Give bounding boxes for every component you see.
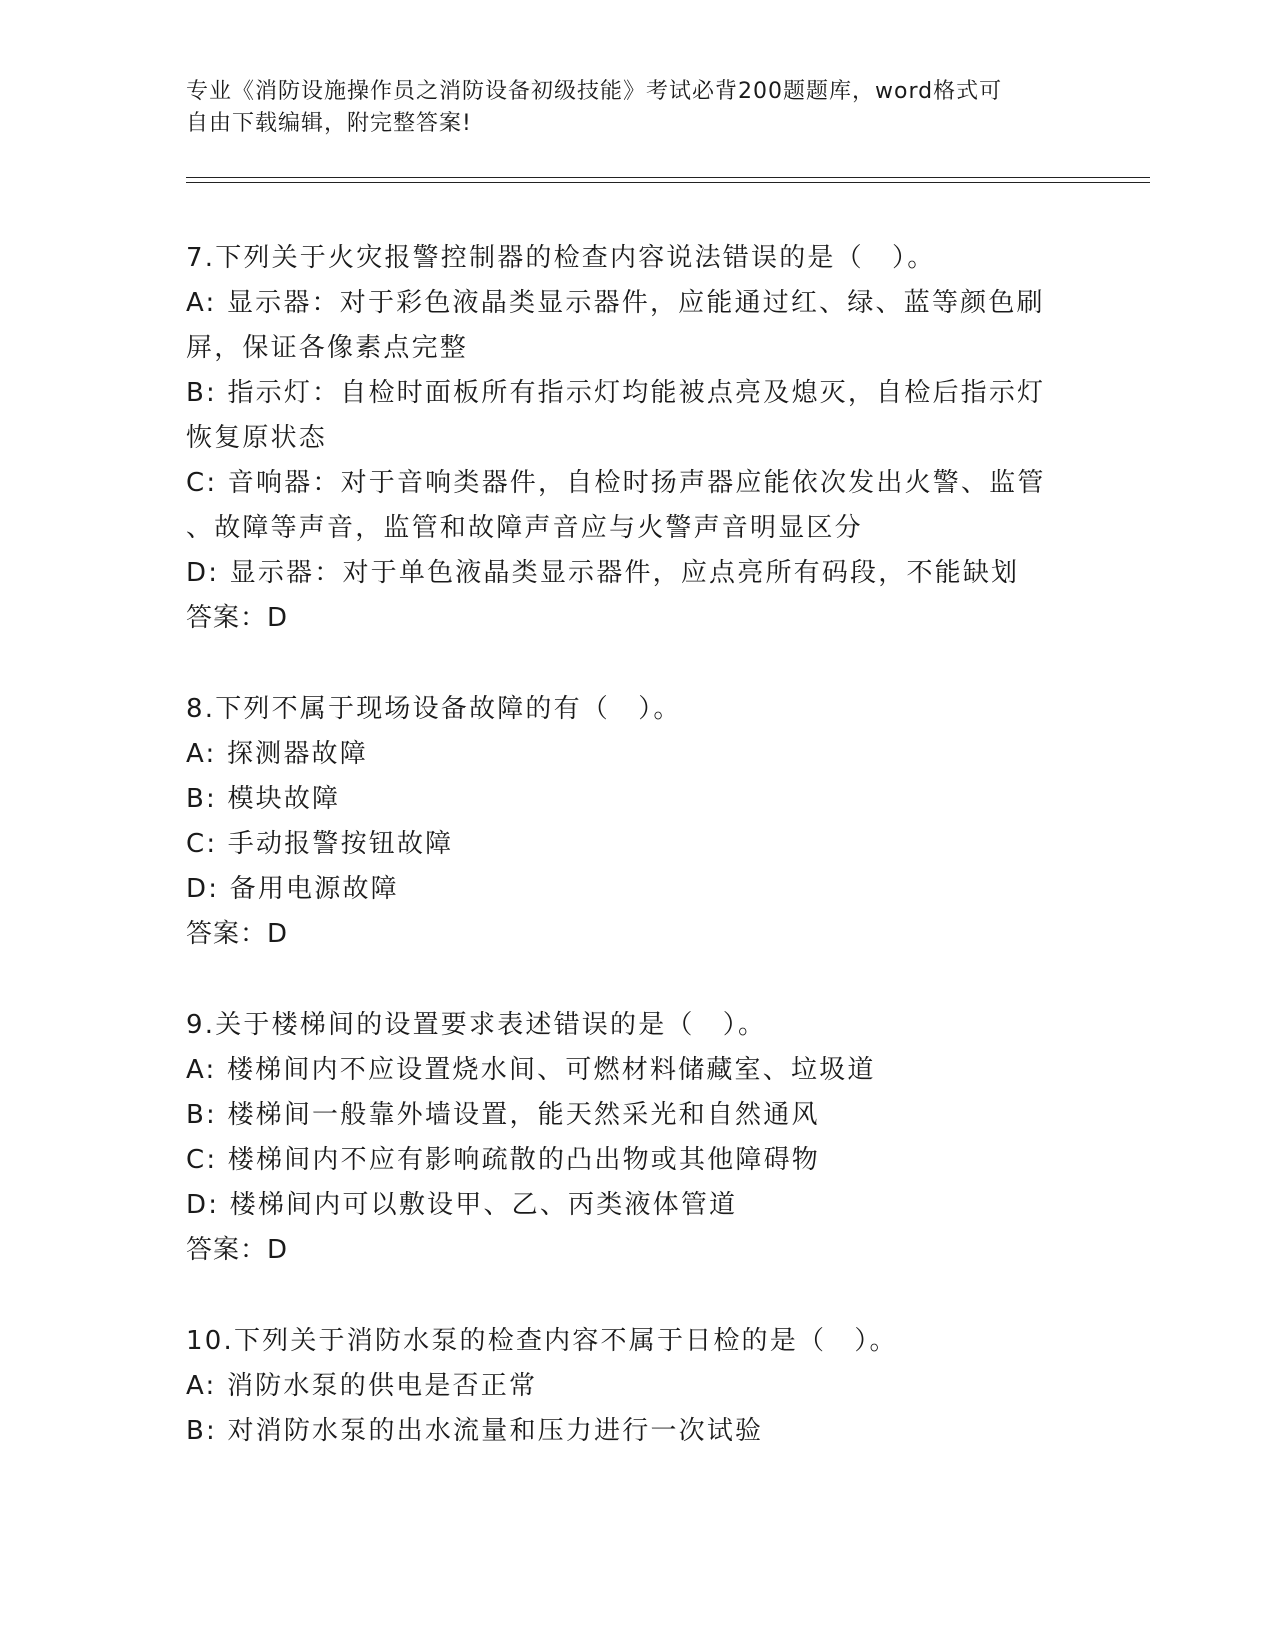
answer-line: 答案：D	[186, 603, 289, 633]
option-c: C: 手动报警按钮故障	[186, 829, 454, 859]
document-header	[186, 76, 1066, 140]
header-divider-top	[186, 177, 1150, 178]
option-d: D: 楼梯间内可以敷设甲、乙、丙类液体管道	[186, 1190, 738, 1220]
answer-line: 答案：D	[186, 919, 289, 949]
header-line-1: 专业《消防设施操作员之消防设备初级技能》考试必背200题题库，word格式可	[186, 79, 1003, 104]
option-a: A: 探测器故障	[186, 739, 368, 769]
question-stem: 7.下列关于火灾报警控制器的检查内容说法错误的是（ ）。	[186, 243, 936, 273]
question-stem: 10.下列关于消防水泵的检查内容不属于日检的是（ ）。	[186, 1326, 898, 1356]
option-b: B: 楼梯间一般靠外墙设置，能天然采光和自然通风	[186, 1100, 820, 1130]
answer-line: 答案：D	[186, 1235, 289, 1265]
option-b: B: 模块故障	[186, 784, 341, 814]
option-b-continued: 恢复原状态	[186, 423, 328, 453]
option-b: B: 指示灯：自检时面板所有指示灯均能被点亮及熄灭，自检后指示灯	[186, 378, 1046, 408]
header-divider-bottom	[186, 182, 1150, 183]
question-8	[186, 687, 1086, 957]
question-10	[186, 1319, 1086, 1454]
header-line-2: 自由下载编辑，附完整答案!	[186, 111, 472, 136]
option-a: A: 消防水泵的供电是否正常	[186, 1371, 538, 1401]
option-d: D: 备用电源故障	[186, 874, 399, 904]
option-b: B: 对消防水泵的出水流量和压力进行一次试验	[186, 1416, 764, 1446]
option-c: C: 楼梯间内不应有影响疏散的凸出物或其他障碍物	[186, 1145, 820, 1175]
question-9	[186, 1003, 1086, 1273]
question-stem: 8.下列不属于现场设备故障的有（ ）。	[186, 694, 682, 724]
question-stem: 9.关于楼梯间的设置要求表述错误的是（ ）。	[186, 1010, 767, 1040]
option-a: A: 楼梯间内不应设置烧水间、可燃材料储藏室、垃圾道	[186, 1055, 876, 1085]
question-list	[186, 236, 1086, 1500]
option-a-continued: 屏，保证各像素点完整	[186, 333, 469, 363]
question-7	[186, 236, 1086, 641]
option-a: A: 显示器：对于彩色液晶类显示器件，应能通过红、绿、蓝等颜色刷	[186, 288, 1045, 318]
option-c: C: 音响器：对于音响类器件，自检时扬声器应能依次发出火警、监管	[186, 468, 1046, 498]
option-d: D: 显示器：对于单色液晶类显示器件，应点亮所有码段，不能缺划	[186, 558, 1020, 588]
option-c-continued: 、故障等声音，监管和故障声音应与火警声音明显区分	[186, 513, 863, 543]
